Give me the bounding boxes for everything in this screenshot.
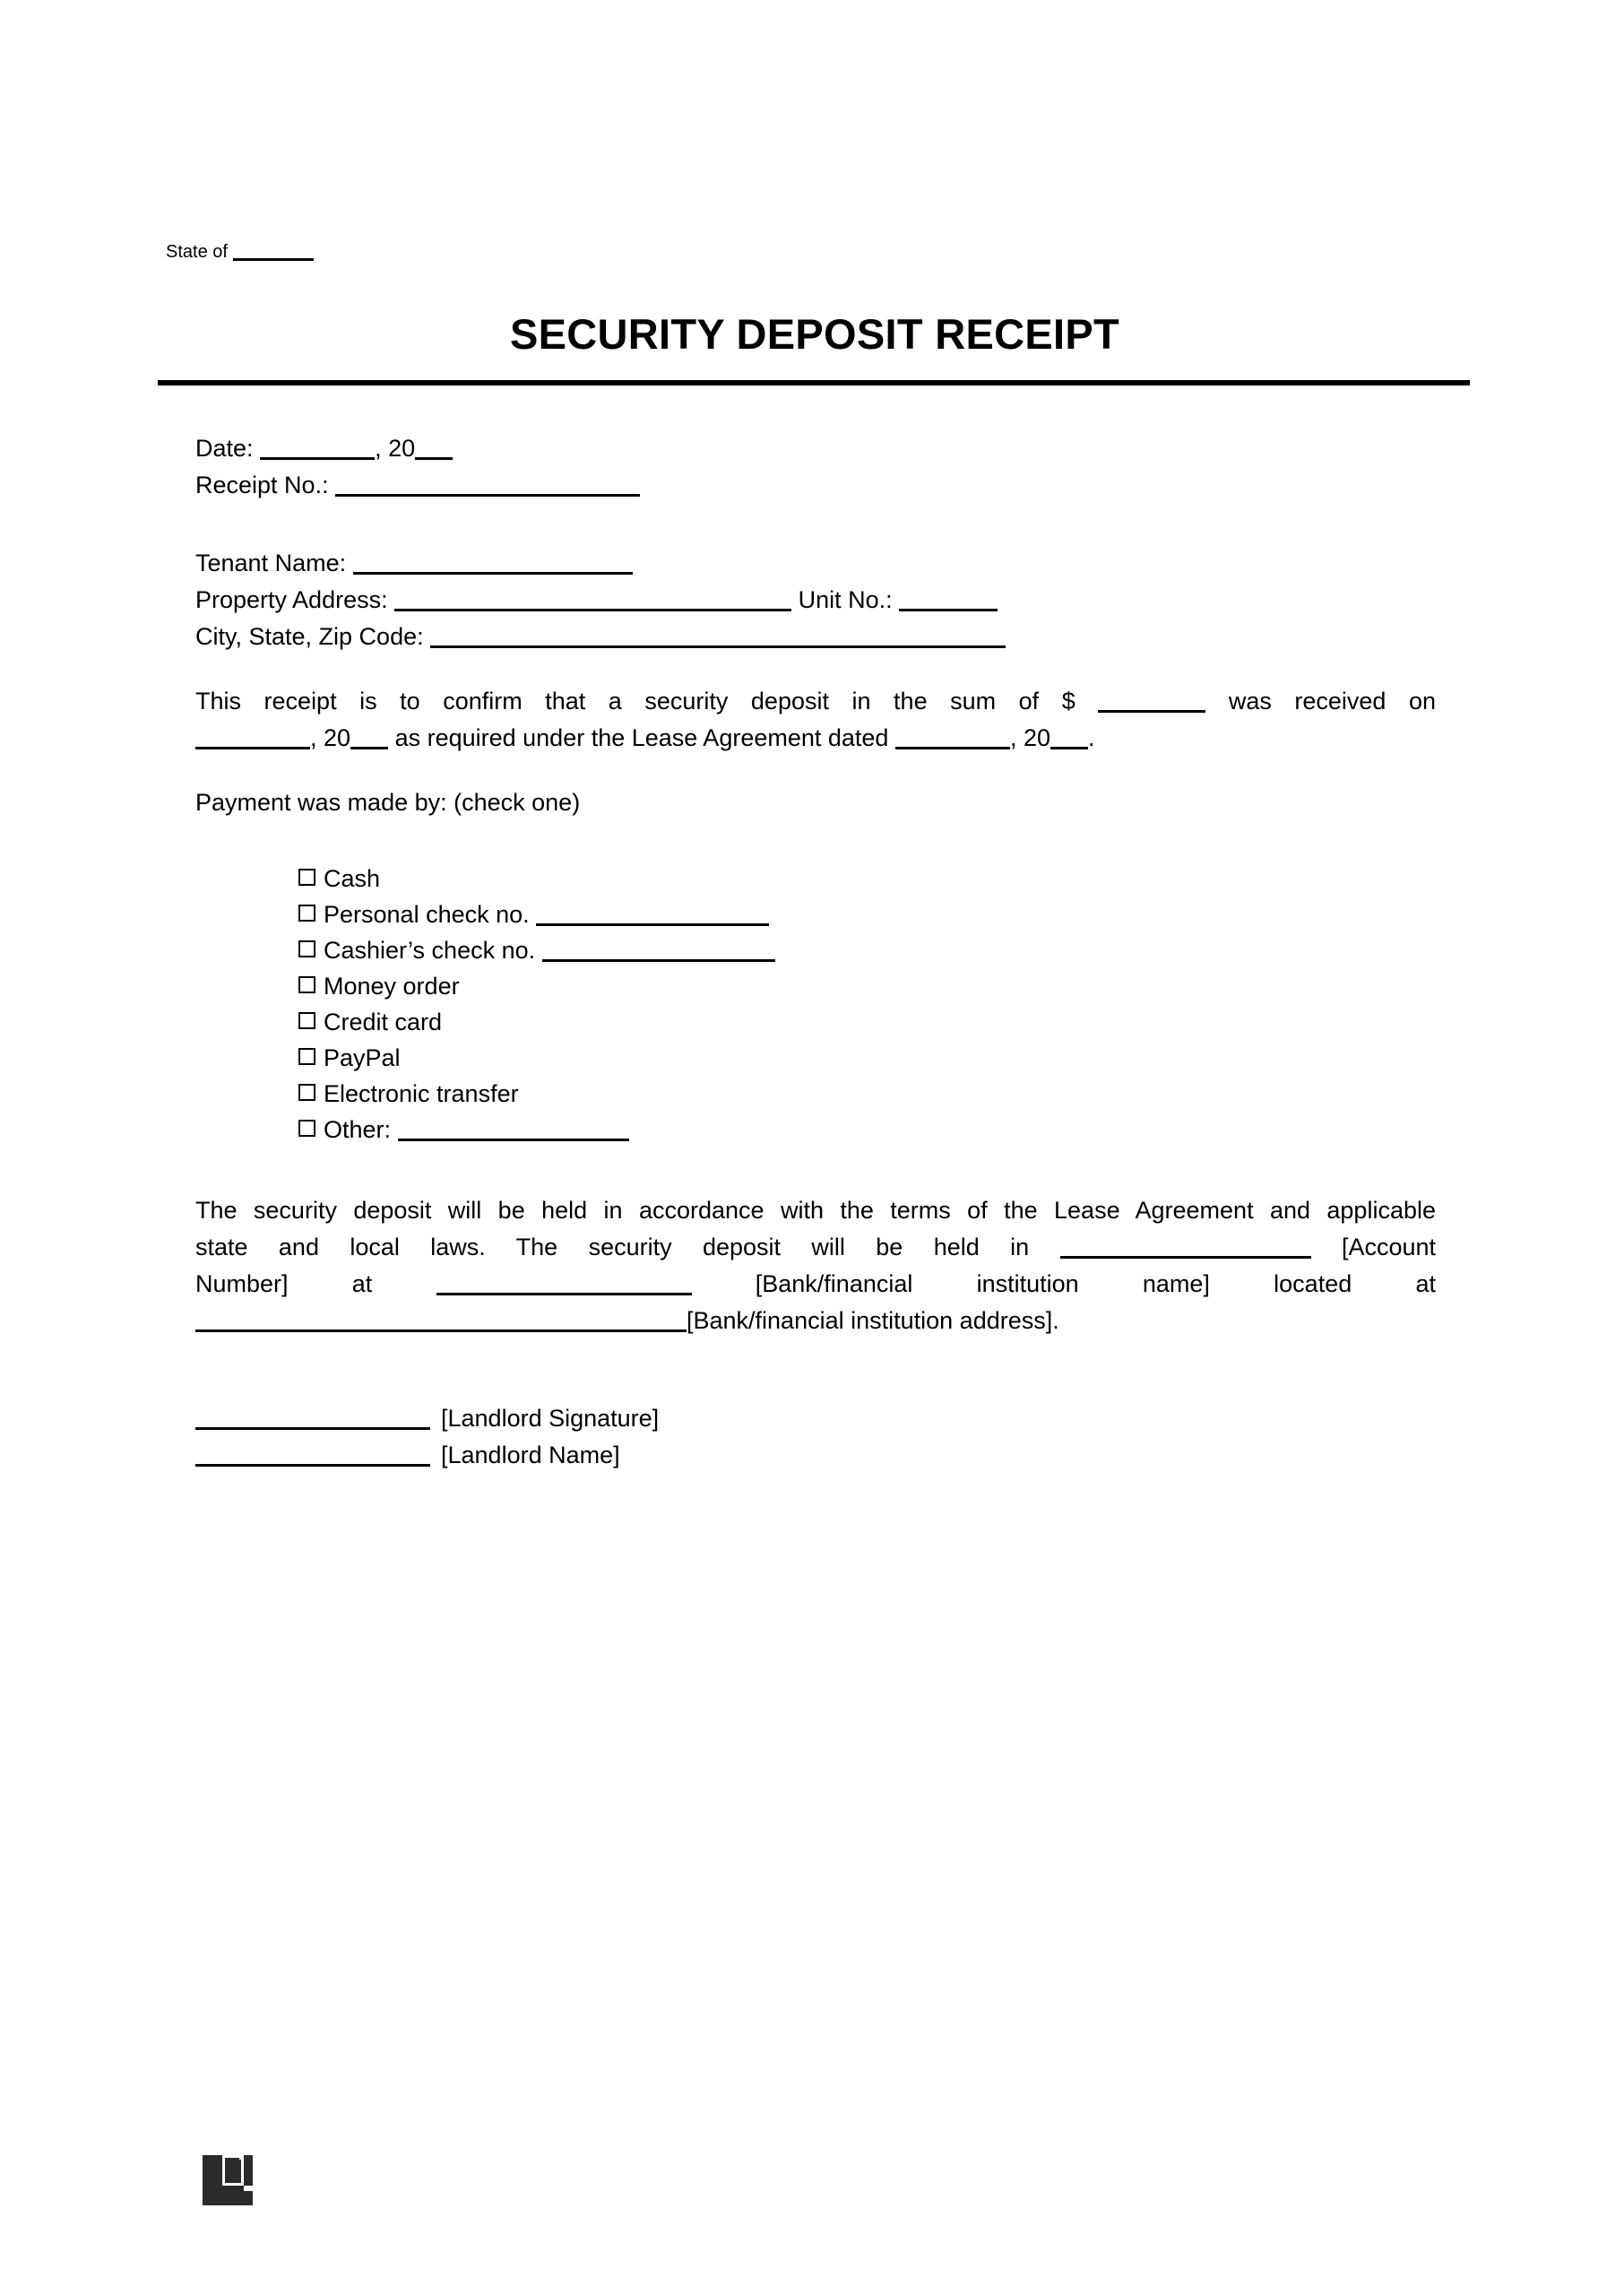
state-of-blank[interactable] xyxy=(233,235,314,261)
payment-option-electronic-transfer[interactable] xyxy=(298,1076,1284,1112)
received-date-blank[interactable] xyxy=(195,723,310,749)
checkbox-icon[interactable] xyxy=(298,1048,315,1065)
holding-text-4: [Bank/financial institution address]. xyxy=(687,1307,1059,1334)
date-row xyxy=(195,430,1434,467)
holding-text-3a: Number] xyxy=(195,1270,289,1297)
payment-option-credit-card[interactable] xyxy=(298,1004,1284,1040)
city-state-zip-label: City, State, Zip Code: xyxy=(195,623,424,650)
page-title: SECURITY DEPOSIT RECEIPT xyxy=(509,310,1120,358)
confirmation-text-d: as required under the Lease Agreement dated xyxy=(394,724,889,751)
holding-line-1 xyxy=(195,1192,1436,1229)
checkbox-icon[interactable] xyxy=(298,1084,315,1101)
payment-method-list xyxy=(298,861,1284,1148)
city-state-zip-row xyxy=(195,619,1434,655)
payment-prompt-label: Payment was made by: (check one) xyxy=(195,789,581,816)
signature-block xyxy=(195,1400,659,1474)
landlord-name-row xyxy=(195,1437,659,1474)
receipt-no-row xyxy=(195,467,1434,504)
holding-text-2a: state and local laws. The security deposit will be held in xyxy=(195,1234,1030,1260)
holding-line-2 xyxy=(195,1229,1436,1266)
confirmation-text-f: . xyxy=(1088,724,1095,751)
checkbox-icon[interactable] xyxy=(298,976,315,993)
confirmation-text-e: , 20 xyxy=(1009,724,1051,751)
payment-option-label: Cashier’s check no. xyxy=(324,937,536,964)
date-label: Date: xyxy=(195,435,254,462)
title-divider xyxy=(158,380,1470,385)
checkbox-icon[interactable] xyxy=(298,940,315,957)
city-state-zip-blank[interactable] xyxy=(430,622,1006,648)
confirmation-line-1 xyxy=(195,683,1436,720)
checkbox-icon[interactable] xyxy=(298,869,315,886)
unit-no-label: Unit No.: xyxy=(798,586,893,613)
bank-address-blank[interactable] xyxy=(195,1306,687,1332)
payment-option-other[interactable] xyxy=(298,1112,1284,1148)
tenant-name-row xyxy=(195,545,1434,582)
logo-icon xyxy=(203,2155,253,2205)
payment-option-label: Other: xyxy=(324,1116,392,1143)
payment-option-money-order[interactable] xyxy=(298,968,1284,1004)
lease-date-blank[interactable] xyxy=(895,723,1010,749)
payment-option-label: Cash xyxy=(324,865,381,892)
property-address-row xyxy=(195,582,1434,619)
landlord-signature-row xyxy=(195,1400,659,1437)
deposit-sum-blank[interactable] xyxy=(1098,687,1205,713)
confirmation-line-2 xyxy=(195,720,1436,757)
payment-option-paypal[interactable] xyxy=(298,1040,1284,1076)
account-number-blank[interactable] xyxy=(1060,1233,1311,1259)
checkbox-icon[interactable] xyxy=(298,1120,315,1137)
property-address-blank[interactable] xyxy=(394,585,791,611)
payment-option-cashiers-check[interactable] xyxy=(298,932,1284,968)
date-blank[interactable] xyxy=(260,434,375,460)
payment-option-label: Personal check no. xyxy=(324,901,530,928)
state-of-label: State of xyxy=(166,242,228,262)
lease-year-blank[interactable] xyxy=(1050,723,1088,749)
date-year-prefix: , 20 xyxy=(375,435,416,462)
payment-option-label: Credit card xyxy=(324,1009,443,1035)
cashiers-check-no-blank[interactable] xyxy=(542,936,775,962)
date-receipt-group xyxy=(195,430,1434,504)
holding-line-4 xyxy=(195,1303,1436,1339)
personal-check-no-blank[interactable] xyxy=(536,900,769,926)
holding-line-3 xyxy=(195,1266,1436,1303)
confirmation-text-c: , 20 xyxy=(310,724,351,751)
state-of-line xyxy=(166,235,314,264)
bank-name-blank[interactable] xyxy=(436,1269,692,1295)
receipt-no-label: Receipt No.: xyxy=(195,472,329,498)
confirmation-paragraph xyxy=(195,683,1436,757)
tenant-name-label: Tenant Name: xyxy=(195,550,347,576)
property-address-label: Property Address: xyxy=(195,586,388,613)
received-year-blank[interactable] xyxy=(350,723,388,749)
holding-paragraph xyxy=(195,1192,1436,1339)
tenant-name-blank[interactable] xyxy=(353,549,633,575)
holding-text-3b: at xyxy=(351,1270,373,1297)
payment-option-cash[interactable] xyxy=(298,861,1284,896)
landlord-name-label: [Landlord Name] xyxy=(441,1442,620,1468)
landlord-signature-blank[interactable] xyxy=(195,1404,430,1430)
holding-text-3c: [Bank/financial institution name] located at xyxy=(755,1270,1436,1297)
payment-option-label: PayPal xyxy=(324,1044,401,1071)
landlord-name-blank[interactable] xyxy=(195,1441,430,1467)
confirmation-text-a: This receipt is to confirm that a security deposit in the sum of $ xyxy=(195,688,1075,714)
confirmation-text-b: was received on xyxy=(1228,688,1436,714)
payment-option-personal-check[interactable] xyxy=(298,896,1284,932)
unit-no-blank[interactable] xyxy=(899,585,998,611)
payment-option-label: Money order xyxy=(324,973,460,1000)
legal-templates-logo xyxy=(203,2155,253,2205)
checkbox-icon[interactable] xyxy=(298,905,315,922)
other-payment-blank[interactable] xyxy=(398,1115,629,1141)
payment-option-label: Electronic transfer xyxy=(324,1080,519,1107)
receipt-no-blank[interactable] xyxy=(335,471,640,497)
date-year-blank[interactable] xyxy=(415,434,453,460)
holding-text-2b: [Account xyxy=(1341,1234,1436,1260)
landlord-signature-label: [Landlord Signature] xyxy=(441,1405,660,1432)
party-details-group xyxy=(195,545,1434,655)
holding-text-1: The security deposit will be held in accordance with the terms of the Lease Agreement and applicable xyxy=(195,1197,1436,1224)
checkbox-icon[interactable] xyxy=(298,1012,315,1029)
payment-prompt xyxy=(195,784,1434,821)
